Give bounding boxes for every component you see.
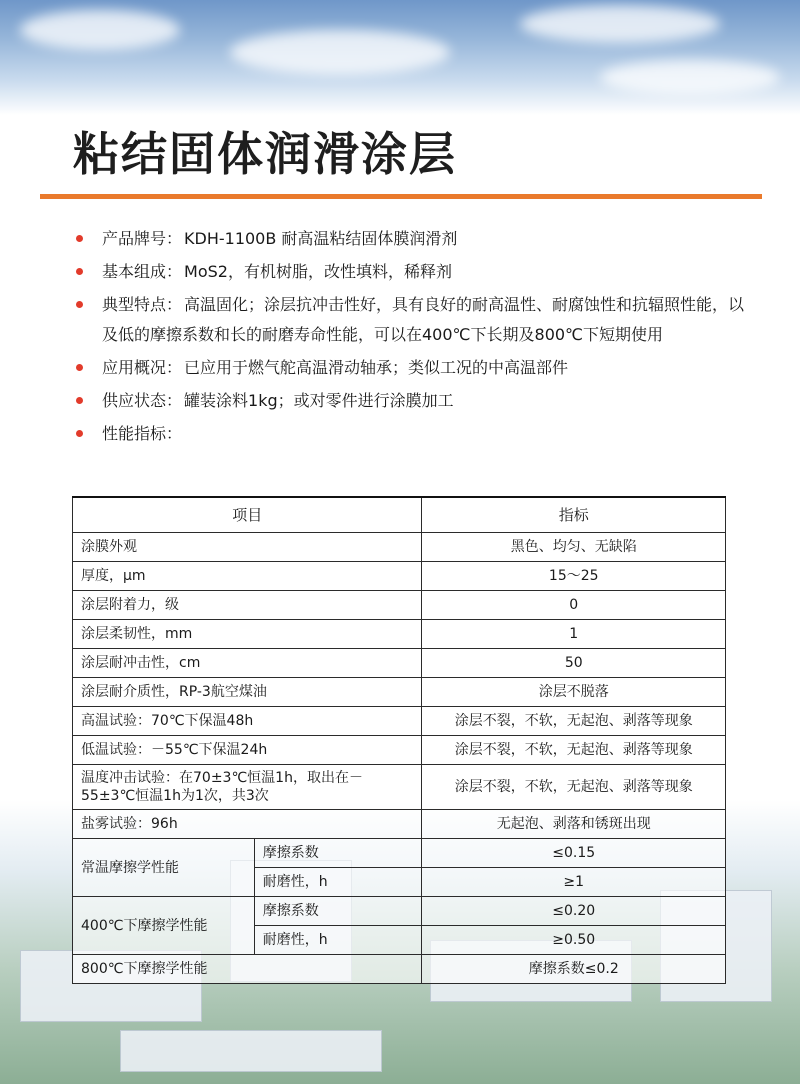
row-value: 15～25 — [422, 562, 726, 591]
group-item: 400℃下摩擦学性能 — [73, 897, 255, 955]
cloud — [600, 60, 780, 95]
sub-item: 耐磨性，h — [254, 926, 422, 955]
table-row — [73, 955, 726, 984]
bullet-label: 基本组成： — [102, 262, 183, 281]
sub-item: 摩擦系数 — [254, 839, 422, 868]
bullet-item-supply — [76, 386, 756, 416]
row-value: 0 — [422, 591, 726, 620]
row-item: 高温试验：70℃下保温48h — [73, 707, 422, 736]
row-item: 800℃下摩擦学性能 — [73, 955, 422, 984]
sub-value: ≥0.50 — [422, 926, 726, 955]
table-header-row — [73, 497, 726, 533]
row-value: 涂层不裂，不软，无起泡、剥落等现象 — [422, 765, 726, 810]
table-row — [73, 562, 726, 591]
table-row — [73, 620, 726, 649]
row-item: 涂层耐冲击性，cm — [73, 649, 422, 678]
table-row — [73, 591, 726, 620]
table-row — [73, 897, 726, 926]
row-value: 无起泡、剥落和锈斑出现 — [422, 810, 726, 839]
bullet-item-application — [76, 353, 756, 383]
table-row — [73, 678, 726, 707]
page-title: 粘结固体润滑涂层 — [73, 127, 457, 181]
bullet-label: 典型特点： — [102, 295, 183, 314]
bullet-label: 性能指标： — [102, 424, 183, 443]
header-item: 项目 — [73, 497, 422, 533]
sub-item: 摩擦系数 — [254, 897, 422, 926]
row-value: 黑色、均匀、无缺陷 — [422, 533, 726, 562]
bullet-text: 罐装涂料1kg；或对零件进行涂膜加工 — [184, 391, 454, 410]
building — [120, 1030, 382, 1072]
bullet-item-composition — [76, 257, 756, 287]
cloud — [230, 30, 450, 75]
row-value: 涂层不脱落 — [422, 678, 726, 707]
bullet-label: 供应状态： — [102, 391, 183, 410]
sky-banner — [0, 0, 800, 115]
bullet-item-performance — [76, 419, 756, 449]
header-spec: 指标 — [422, 497, 726, 533]
row-item: 涂层耐介质性，RP-3航空煤油 — [73, 678, 422, 707]
table-row — [73, 765, 726, 810]
row-item: 盐雾试验：96h — [73, 810, 422, 839]
cloud — [520, 5, 720, 43]
spec-table — [72, 496, 726, 984]
row-value: 摩擦系数≤0.2 — [422, 955, 726, 984]
bullet-text: 已应用于燃气舵高温滑动轴承；类似工况的中高温部件 — [184, 358, 569, 377]
bullet-label: 应用概况： — [102, 358, 183, 377]
row-value: 涂层不裂，不软，无起泡、剥落等现象 — [422, 736, 726, 765]
cloud — [20, 10, 180, 50]
feature-list — [76, 224, 756, 452]
bullet-item-features — [76, 290, 756, 350]
sub-value: ≥1 — [422, 868, 726, 897]
bullet-text: 高温固化；涂层抗冲击性好，具有良好的耐高温性、耐腐蚀性和抗辐照性能，以及低的摩擦系数和长的耐磨寿命性能，可以在400℃下长期及800℃下短期使用 — [102, 295, 745, 344]
group-item: 常温摩擦学性能 — [73, 839, 255, 897]
table-row — [73, 649, 726, 678]
title-divider — [40, 194, 762, 199]
row-item: 低温试验：－55℃下保温24h — [73, 736, 422, 765]
table-row — [73, 736, 726, 765]
sub-item: 耐磨性，h — [254, 868, 422, 897]
table-row — [73, 810, 726, 839]
sub-value: ≤0.15 — [422, 839, 726, 868]
row-item: 涂层附着力，级 — [73, 591, 422, 620]
row-item: 温度冲击试验：在70±3℃恒温1h，取出在－55±3℃恒温1h为1次，共3次 — [73, 765, 422, 810]
row-value: 涂层不裂，不软，无起泡、剥落等现象 — [422, 707, 726, 736]
row-item: 厚度，μm — [73, 562, 422, 591]
bullet-item-brand — [76, 224, 756, 254]
row-value: 1 — [422, 620, 726, 649]
table-row — [73, 839, 726, 868]
bullet-text: KDH-1100B 耐高温粘结固体膜润滑剂 — [184, 229, 458, 248]
row-value: 50 — [422, 649, 726, 678]
sub-value: ≤0.20 — [422, 897, 726, 926]
table-row — [73, 533, 726, 562]
bullet-text: MoS2，有机树脂，改性填料，稀释剂 — [184, 262, 452, 281]
bullet-label: 产品牌号： — [102, 229, 183, 248]
row-item: 涂层柔韧性，mm — [73, 620, 422, 649]
row-item: 涂膜外观 — [73, 533, 422, 562]
table-row — [73, 707, 726, 736]
